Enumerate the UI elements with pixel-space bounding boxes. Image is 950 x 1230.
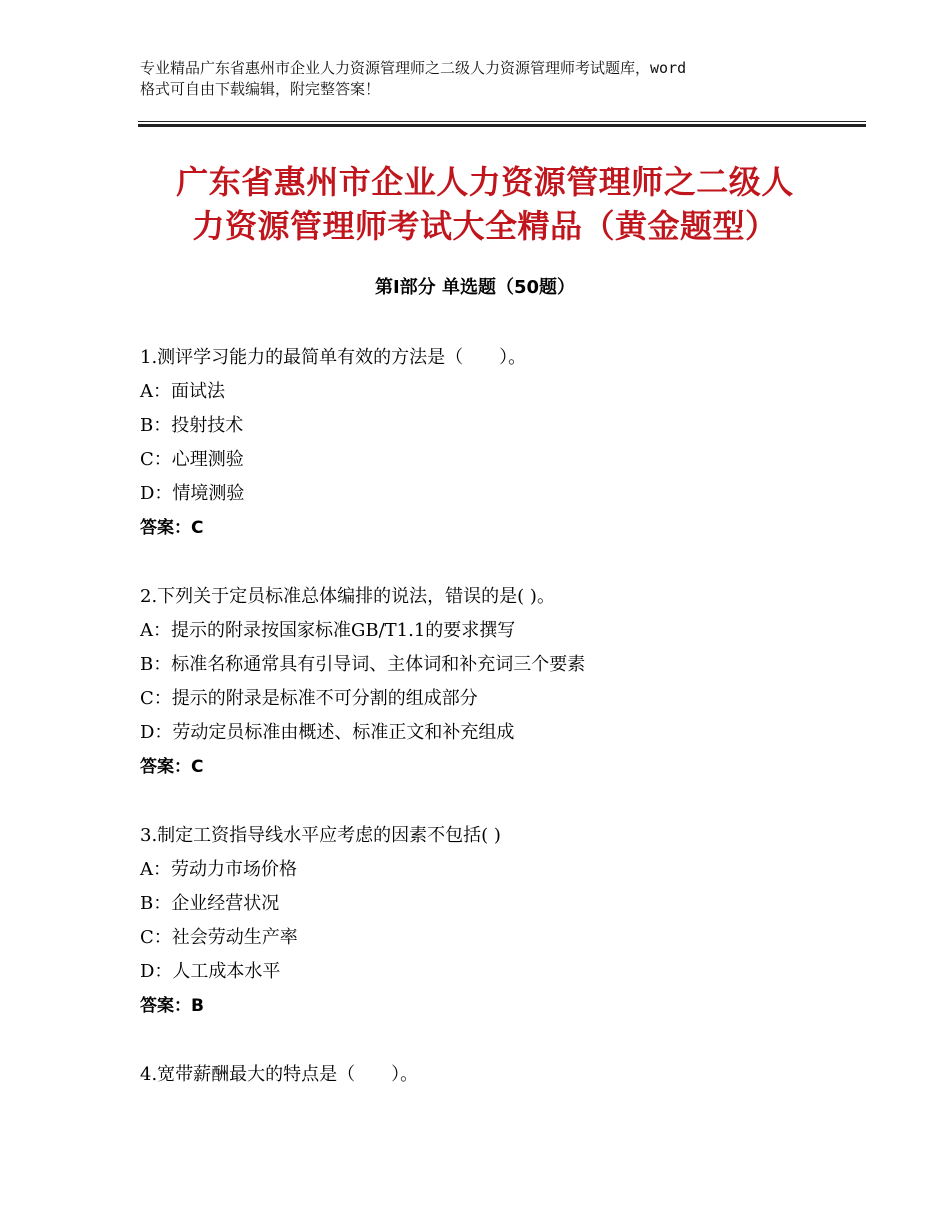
option-b: B：企业经营状况	[140, 893, 280, 914]
question-3	[140, 819, 840, 1023]
option-a: A：提示的附录按国家标准GB/T1.1的要求撰写	[140, 620, 516, 641]
header-note-line-2: 格式可自由下载编辑，附完整答案！	[140, 80, 381, 98]
option-d: D：劳动定员标准由概述、标准正文和补充组成	[140, 722, 515, 743]
document-title-line-1: 广东省惠州市企业人力资源管理师之二级人	[176, 163, 794, 201]
answer: 答案：B	[140, 996, 204, 1016]
question-1	[140, 341, 840, 545]
option-a: A：劳动力市场价格	[140, 859, 297, 880]
header-note	[140, 58, 830, 100]
question-stem: 4.宽带薪酬最大的特点是（ ）。	[140, 1064, 419, 1085]
document-title-line-2: 力资源管理师考试大全精品（黄金题型）	[192, 207, 778, 245]
option-c: C：提示的附录是标准不可分割的组成部分	[140, 688, 478, 709]
option-c: C：心理测验	[140, 449, 244, 470]
header-note-line-1: 专业精品广东省惠州市企业人力资源管理师之二级人力资源管理师考试题库，word	[140, 59, 687, 77]
answer: 答案：C	[140, 757, 204, 777]
question-stem: 3.制定工资指导线水平应考虑的因素不包括( )	[140, 825, 501, 846]
header-rule-thin	[138, 121, 866, 122]
option-b: B：标准名称通常具有引导词、主体词和补充词三个要素	[140, 654, 586, 675]
question-stem: 1.测评学习能力的最简单有效的方法是（ ）。	[140, 347, 527, 368]
question-stem: 2.下列关于定员标准总体编排的说法，错误的是( )。	[140, 586, 555, 607]
header-rule-thick	[138, 124, 866, 127]
question-2	[140, 580, 840, 784]
option-d: D：人工成本水平	[140, 961, 281, 982]
option-d: D：情境测验	[140, 483, 245, 504]
option-c: C：社会劳动生产率	[140, 927, 298, 948]
section-title: 第Ⅰ部分 单选题（50题）	[374, 277, 575, 298]
document-title	[140, 160, 830, 248]
option-a: A：面试法	[140, 381, 225, 402]
answer: 答案：C	[140, 518, 204, 538]
option-b: B：投射技术	[140, 415, 244, 436]
question-4	[140, 1058, 840, 1092]
